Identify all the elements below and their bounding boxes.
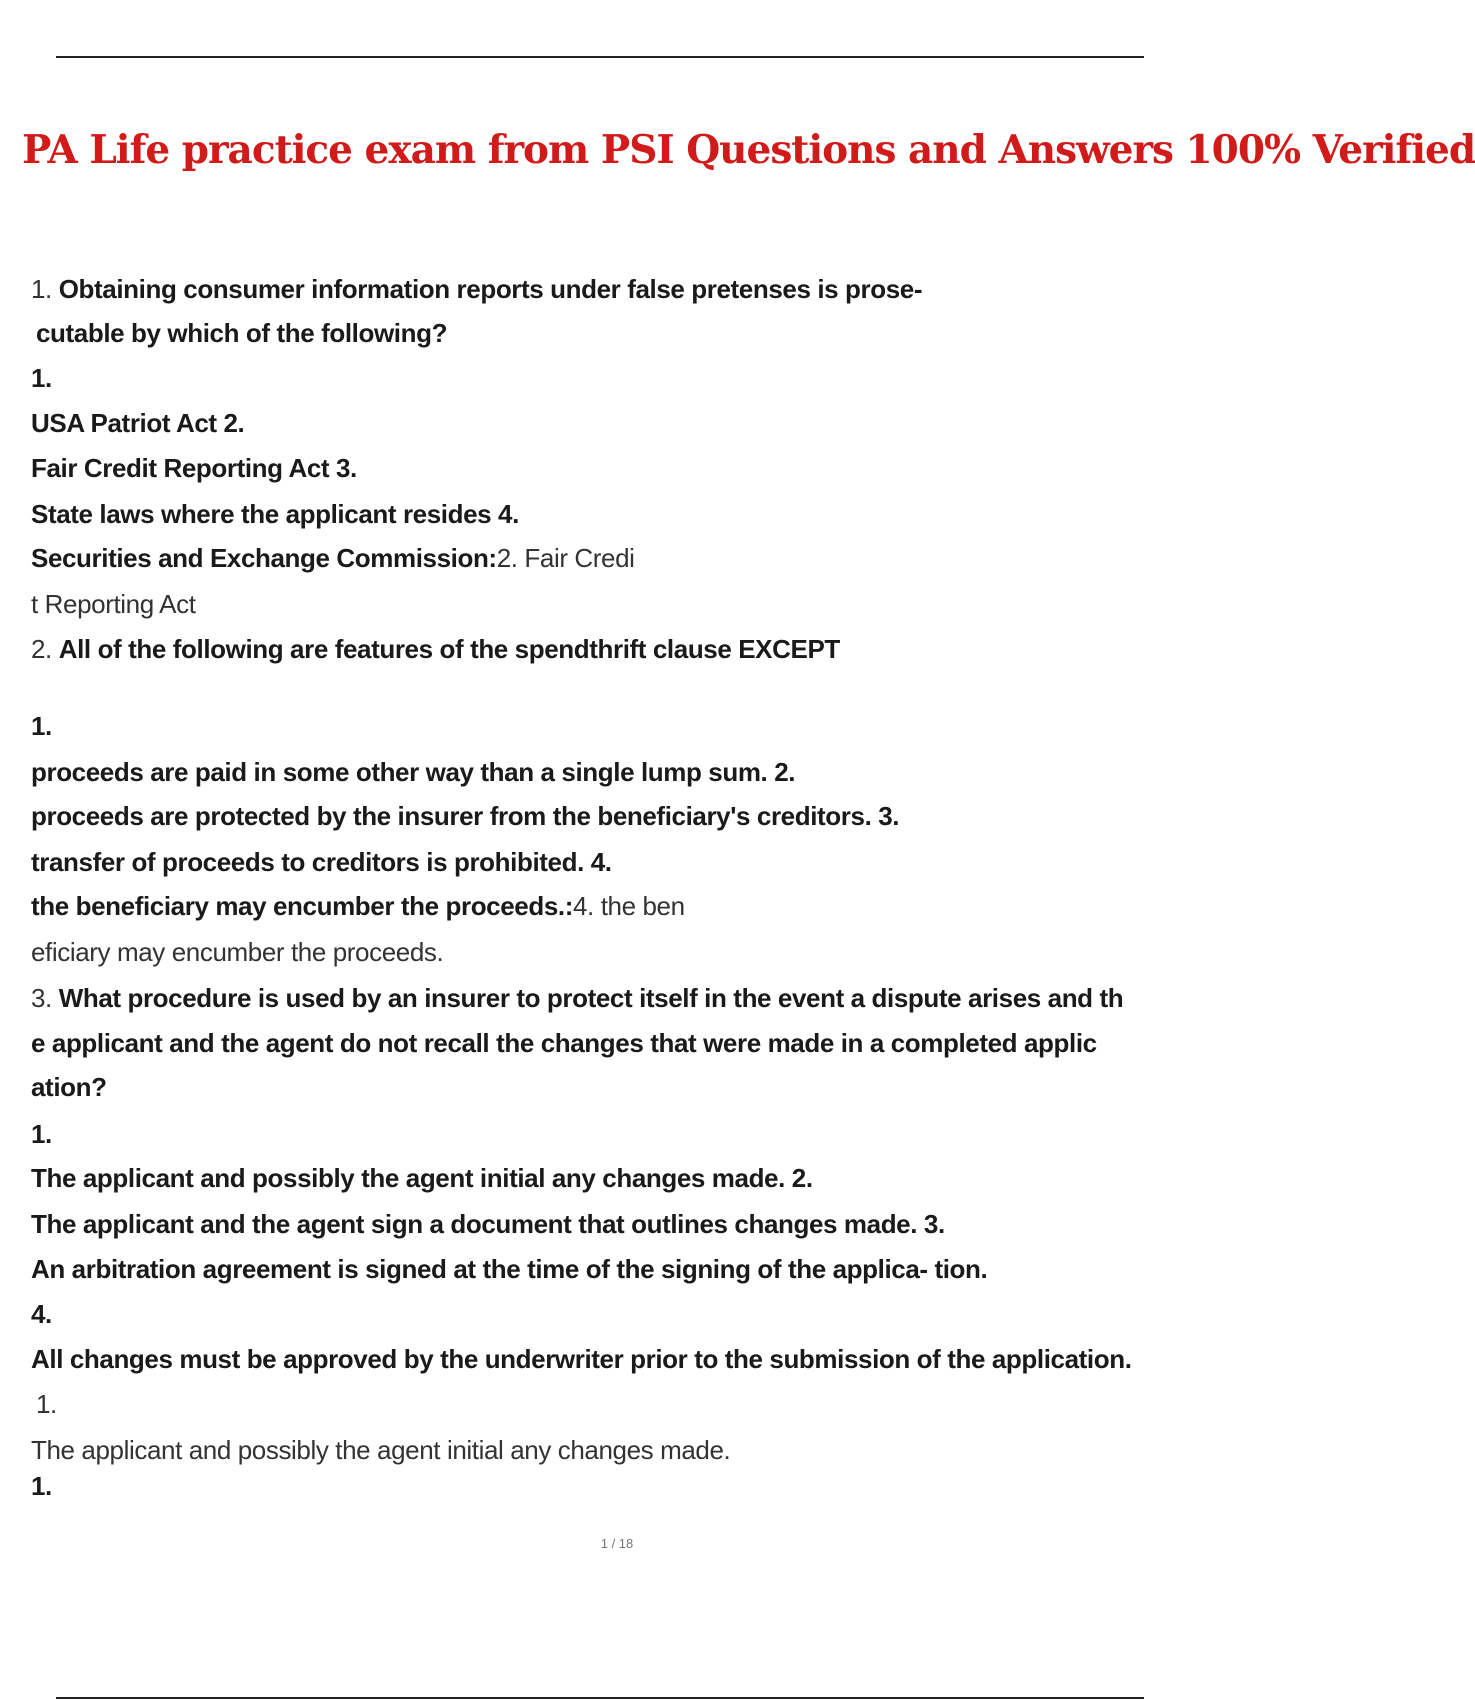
question-2-last-option: the beneficiary may encumber the proceeds.: bbox=[31, 891, 573, 921]
question-3-line-2: e applicant and the agent do not recall the changes that were made in a completed applic bbox=[31, 1028, 1097, 1058]
question-3-option-4: All changes must be approved by the underwriter prior to the submission of the application. bbox=[31, 1344, 1132, 1374]
document-title: PA Life practice exam from PSI Questions and Answers 100% Verified bbox=[22, 127, 1475, 173]
question-2-last-option-line bbox=[31, 886, 685, 926]
question-1-answer: 2. Fair Credi bbox=[496, 543, 635, 573]
question-2-line bbox=[31, 629, 840, 669]
question-2-option-start: 1. bbox=[31, 711, 52, 741]
question-1-number: 1. bbox=[31, 274, 52, 304]
question-2-number: 2. bbox=[31, 634, 52, 664]
question-3-option-4-number: 4. bbox=[31, 1299, 52, 1329]
question-1-last-option-line bbox=[31, 538, 635, 578]
bottom-rule bbox=[56, 1697, 1144, 1699]
question-3-text: What procedure is used by an insurer to protect itself in the event a dispute arises and th bbox=[58, 983, 1124, 1013]
question-2-text: All of the following are features of the spendthrift clause EXCEPT bbox=[58, 634, 840, 664]
question-3-option: An arbitration agreement is signed at the time of the signing of the applica- tion. bbox=[31, 1254, 988, 1284]
top-rule bbox=[56, 56, 1144, 58]
question-1-answer-continued: t Reporting Act bbox=[31, 589, 196, 619]
page-indicator: 1 / 18 bbox=[600, 1536, 634, 1551]
question-1-option: State laws where the applicant resides 4. bbox=[31, 499, 519, 529]
question-1-text: Obtaining consumer information reports under false pretenses is prose- bbox=[58, 274, 923, 304]
question-2-answer: 4. the ben bbox=[573, 891, 685, 921]
question-3-line-1 bbox=[31, 978, 1123, 1018]
question-3-answer-number: 1. bbox=[36, 1389, 57, 1419]
question-1-option: Fair Credit Reporting Act 3. bbox=[31, 453, 357, 483]
next-question-start: 1. bbox=[31, 1471, 52, 1501]
question-2-option: proceeds are paid in some other way than a single lump sum. 2. bbox=[31, 757, 796, 787]
question-3-answer: The applicant and possibly the agent initial any changes made. bbox=[31, 1435, 731, 1465]
question-3-option: The applicant and the agent sign a document that outlines changes made. 3. bbox=[31, 1209, 945, 1239]
question-2-answer-continued: eficiary may encumber the proceeds. bbox=[31, 937, 444, 967]
question-1-option: USA Patriot Act 2. bbox=[31, 408, 245, 438]
question-3-option: The applicant and possibly the agent initial any changes made. 2. bbox=[31, 1163, 813, 1193]
question-1-line-2: cutable by which of the following? bbox=[36, 318, 448, 348]
question-3-number: 3. bbox=[31, 983, 52, 1013]
question-3-line-3: ation? bbox=[31, 1072, 107, 1102]
question-2-option: proceeds are protected by the insurer from the beneficiary's creditors. 3. bbox=[31, 801, 900, 831]
question-1-option-start: 1. bbox=[31, 363, 52, 393]
question-3-option-start: 1. bbox=[31, 1119, 52, 1149]
question-1-line-1 bbox=[31, 269, 922, 309]
question-2-option: transfer of proceeds to creditors is prohibited. 4. bbox=[31, 847, 612, 877]
question-1-last-option: Securities and Exchange Commission: bbox=[31, 543, 497, 573]
